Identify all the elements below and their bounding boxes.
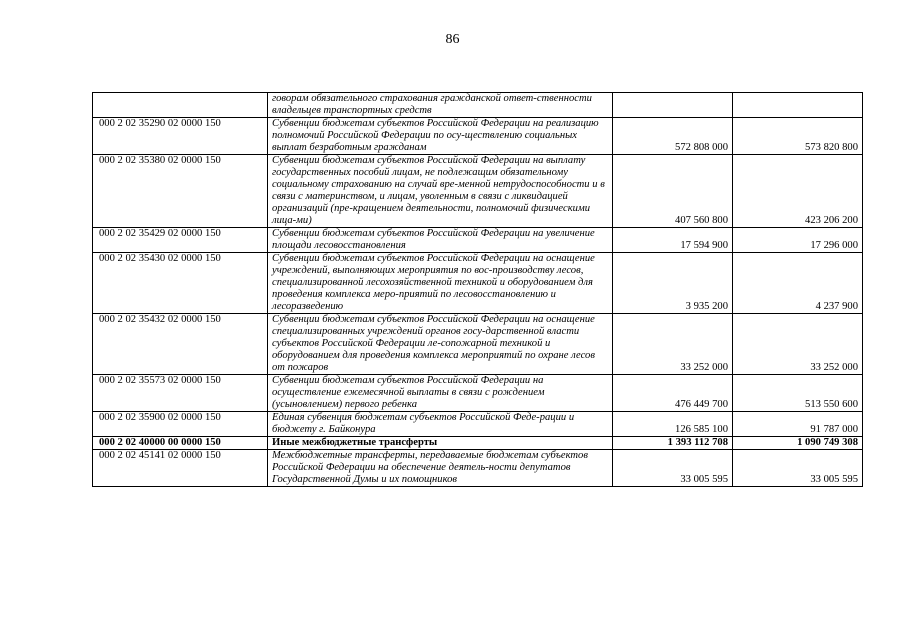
row-value-1	[613, 93, 733, 118]
row-value-2: 1 090 749 308	[733, 437, 863, 450]
table-body	[93, 93, 863, 487]
budget-table	[92, 92, 863, 487]
row-name: Субвенции бюджетам субъектов Российской Федерации на реализацию полномочий Российской Федерации по осу-ществлению социальных выплат безработным гражданам	[268, 118, 613, 155]
row-name: Межбюджетные трансферты, передаваемые бюджетам субъектов Российской Федерации на обеспечение деятель-ности депутатов Государственной Думы и их помощников	[268, 450, 613, 487]
table-row	[93, 118, 863, 155]
row-name: говорам обязательного страхования гражданской ответ-ственности владельцев транспортных средств	[268, 93, 613, 118]
row-value-1: 3 935 200	[613, 253, 733, 314]
row-value-1: 126 585 100	[613, 412, 733, 437]
row-name: Иные межбюджетные трансферты	[268, 437, 613, 450]
row-value-1: 33 252 000	[613, 314, 733, 375]
row-code: 000 2 02 40000 00 0000 150	[93, 437, 268, 450]
table-row	[93, 375, 863, 412]
row-name: Единая субвенция бюджетам субъектов Российской Феде-рации и бюджету г. Байконура	[268, 412, 613, 437]
row-name: Субвенции бюджетам субъектов Российской Федерации на выплату государственных пособий лицам, не подлежащим обязательному социальному страхованию на случай вре-менной нетрудоспособности и в связи с материнством, и лицам, уволенным в связи с ликвидацией организаций (пре-кращением деятельности, полномочий физическими лица-ми)	[268, 155, 613, 228]
table-row	[93, 450, 863, 487]
row-name: Субвенции бюджетам субъектов Российской Федерации на осуществление ежемесячной выплаты в связи с рождением (усыновлением) первого ребенка	[268, 375, 613, 412]
row-code	[93, 93, 268, 118]
row-value-2: 423 206 200	[733, 155, 863, 228]
row-value-2: 573 820 800	[733, 118, 863, 155]
row-value-2: 91 787 000	[733, 412, 863, 437]
table-row	[93, 155, 863, 228]
row-code: 000 2 02 35429 02 0000 150	[93, 228, 268, 253]
row-value-2: 17 296 000	[733, 228, 863, 253]
table-row	[93, 253, 863, 314]
row-name: Субвенции бюджетам субъектов Российской Федерации на оснащение специализированных учреждений органов госу-дарственной власти субъектов Российской Федерации ле-сопожарной техникой и оборудованием для проведения комплекса мероприятий по охране лесов от пожаров	[268, 314, 613, 375]
row-code: 000 2 02 35380 02 0000 150	[93, 155, 268, 228]
row-code: 000 2 02 45141 02 0000 150	[93, 450, 268, 487]
row-code: 000 2 02 35900 02 0000 150	[93, 412, 268, 437]
row-name: Субвенции бюджетам субъектов Российской Федерации на оснащение учреждений, выполняющих мероприятия по вос-производству лесов, специализированной лесохозяйственной техникой и оборудованием для проведения комплекса меро-приятий по лесовосстановлению и лесоразведению	[268, 253, 613, 314]
row-value-2	[733, 93, 863, 118]
table-row	[93, 314, 863, 375]
row-value-1: 407 560 800	[613, 155, 733, 228]
table-row	[93, 228, 863, 253]
row-value-2: 33 005 595	[733, 450, 863, 487]
row-value-1: 33 005 595	[613, 450, 733, 487]
row-value-1: 476 449 700	[613, 375, 733, 412]
row-code: 000 2 02 35573 02 0000 150	[93, 375, 268, 412]
row-value-2: 4 237 900	[733, 253, 863, 314]
row-value-1: 17 594 900	[613, 228, 733, 253]
table-row	[93, 412, 863, 437]
row-value-1: 1 393 112 708	[613, 437, 733, 450]
row-code: 000 2 02 35430 02 0000 150	[93, 253, 268, 314]
table-row	[93, 437, 863, 450]
row-code: 000 2 02 35290 02 0000 150	[93, 118, 268, 155]
row-value-2: 513 550 600	[733, 375, 863, 412]
table-row	[93, 93, 863, 118]
row-code: 000 2 02 35432 02 0000 150	[93, 314, 268, 375]
row-value-2: 33 252 000	[733, 314, 863, 375]
row-value-1: 572 808 000	[613, 118, 733, 155]
page-number: 86	[445, 32, 460, 47]
row-name: Субвенции бюджетам субъектов Российской Федерации на увеличение площади лесовосстановления	[268, 228, 613, 253]
